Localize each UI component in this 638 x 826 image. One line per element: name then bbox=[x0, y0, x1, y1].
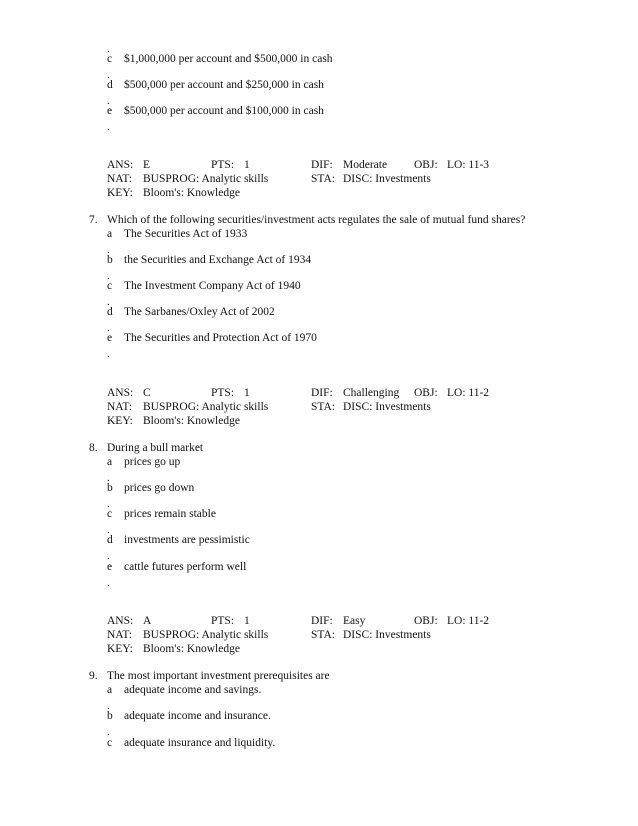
choice-text: $500,000 per account and $100,000 in cash bbox=[124, 105, 324, 117]
choice-dot: . bbox=[107, 296, 110, 308]
sta-value: DISC: Investments bbox=[343, 629, 431, 641]
dif-label: DIF: bbox=[311, 387, 333, 399]
choice-letter: b bbox=[107, 254, 113, 266]
question-stem: Which of the following securities/investment acts regulates the sale of mutual fund shares? bbox=[107, 214, 526, 226]
choice-text: The Sarbanes/Oxley Act of 2002 bbox=[124, 306, 275, 318]
choice-dot: . bbox=[107, 524, 110, 536]
obj-label: OBJ: bbox=[414, 387, 438, 399]
choice-text: $1,000,000 per account and $500,000 in cash bbox=[124, 53, 333, 65]
ans-label: ANS: bbox=[107, 387, 134, 399]
dif-label: DIF: bbox=[311, 159, 333, 171]
nat-label: NAT: bbox=[107, 401, 132, 413]
ans-value: A bbox=[143, 615, 152, 627]
choice-letter: d bbox=[107, 79, 113, 91]
nat-value: BUSPROG: Analytic skills bbox=[143, 173, 269, 185]
obj-label: OBJ: bbox=[414, 159, 438, 171]
pts-value: 1 bbox=[244, 387, 250, 399]
nat-label: NAT: bbox=[107, 173, 132, 185]
nat-value: BUSPROG: Analytic skills bbox=[143, 629, 269, 641]
sta-label: STA: bbox=[311, 629, 335, 641]
key-label: KEY: bbox=[107, 187, 133, 199]
choice-text: prices go down bbox=[124, 482, 195, 494]
choice-dot: . bbox=[107, 472, 110, 484]
ans-value: E bbox=[143, 159, 151, 171]
choice-letter: b bbox=[107, 482, 113, 494]
choice-letter: e bbox=[107, 561, 113, 573]
choice-letter: e bbox=[107, 105, 113, 117]
dif-value: Moderate bbox=[343, 159, 388, 171]
key-label: KEY: bbox=[107, 643, 133, 655]
pts-label: PTS: bbox=[211, 387, 235, 399]
sta-label: STA: bbox=[311, 173, 335, 185]
choice-letter: c bbox=[107, 53, 113, 65]
choice-letter: d bbox=[107, 306, 113, 318]
pts-label: PTS: bbox=[211, 615, 235, 627]
sta-value: DISC: Investments bbox=[343, 173, 431, 185]
question-number: 9. bbox=[89, 670, 98, 682]
dif-label: DIF: bbox=[311, 615, 333, 627]
key-value: Bloom's: Knowledge bbox=[143, 643, 240, 655]
key-value: Bloom's: Knowledge bbox=[143, 187, 240, 199]
ans-value: C bbox=[143, 387, 151, 399]
dif-value: Easy bbox=[343, 615, 366, 627]
choice-dot: . bbox=[107, 121, 110, 133]
choice-text: prices remain stable bbox=[124, 508, 216, 520]
choice-dot: . bbox=[107, 244, 110, 256]
question-number: 7. bbox=[89, 214, 98, 226]
choice-letter: c bbox=[107, 508, 113, 520]
choice-text: adequate income and savings. bbox=[124, 684, 262, 696]
key-label: KEY: bbox=[107, 415, 133, 427]
obj-value: LO: 11-2 bbox=[447, 387, 490, 399]
sta-value: DISC: Investments bbox=[343, 401, 431, 413]
key-value: Bloom's: Knowledge bbox=[143, 415, 240, 427]
choice-letter: a bbox=[107, 228, 113, 240]
question-number: 8. bbox=[89, 442, 98, 454]
choice-text: The Securities Act of 1933 bbox=[124, 228, 248, 240]
choice-text: cattle futures perform well bbox=[124, 561, 247, 573]
choice-dot: . bbox=[107, 95, 110, 107]
choice-letter: a bbox=[107, 684, 113, 696]
obj-label: OBJ: bbox=[414, 615, 438, 627]
ans-label: ANS: bbox=[107, 159, 134, 171]
choice-dot: . bbox=[107, 43, 110, 55]
sta-label: STA: bbox=[311, 401, 335, 413]
choice-dot: . bbox=[107, 498, 110, 510]
question-stem: The most important investment prerequisites are bbox=[107, 670, 330, 682]
choice-text: prices go up bbox=[124, 456, 181, 468]
choice-dot: . bbox=[107, 69, 110, 81]
choice-letter: c bbox=[107, 737, 113, 749]
obj-value: LO: 11-3 bbox=[447, 159, 490, 171]
choice-letter: b bbox=[107, 710, 113, 722]
nat-value: BUSPROG: Analytic skills bbox=[143, 401, 269, 413]
choice-dot: . bbox=[107, 322, 110, 334]
choice-text: adequate insurance and liquidity. bbox=[124, 737, 276, 749]
dif-value: Challenging bbox=[343, 387, 400, 399]
ans-label: ANS: bbox=[107, 615, 134, 627]
obj-value: LO: 11-2 bbox=[447, 615, 490, 627]
choice-letter: a bbox=[107, 456, 113, 468]
choice-dot: . bbox=[107, 700, 110, 712]
choice-text: The Investment Company Act of 1940 bbox=[124, 280, 301, 292]
choice-text: adequate income and insurance. bbox=[124, 710, 271, 722]
choice-text: the Securities and Exchange Act of 1934 bbox=[124, 254, 312, 266]
pts-value: 1 bbox=[244, 615, 250, 627]
pts-value: 1 bbox=[244, 159, 250, 171]
choice-text: $500,000 per account and $250,000 in cash bbox=[124, 79, 324, 91]
choice-dot: . bbox=[107, 550, 110, 562]
choice-letter: d bbox=[107, 534, 113, 546]
choice-text: investments are pessimistic bbox=[124, 534, 250, 546]
nat-label: NAT: bbox=[107, 629, 132, 641]
choice-dot: . bbox=[107, 577, 110, 589]
question-stem: During a bull market bbox=[107, 442, 204, 454]
pts-label: PTS: bbox=[211, 159, 235, 171]
choice-dot: . bbox=[107, 348, 110, 360]
choice-letter: e bbox=[107, 332, 113, 344]
choice-dot: . bbox=[107, 270, 110, 282]
choice-letter: c bbox=[107, 280, 113, 292]
choice-text: The Securities and Protection Act of 1970 bbox=[124, 332, 317, 344]
choice-dot: . bbox=[107, 726, 110, 738]
